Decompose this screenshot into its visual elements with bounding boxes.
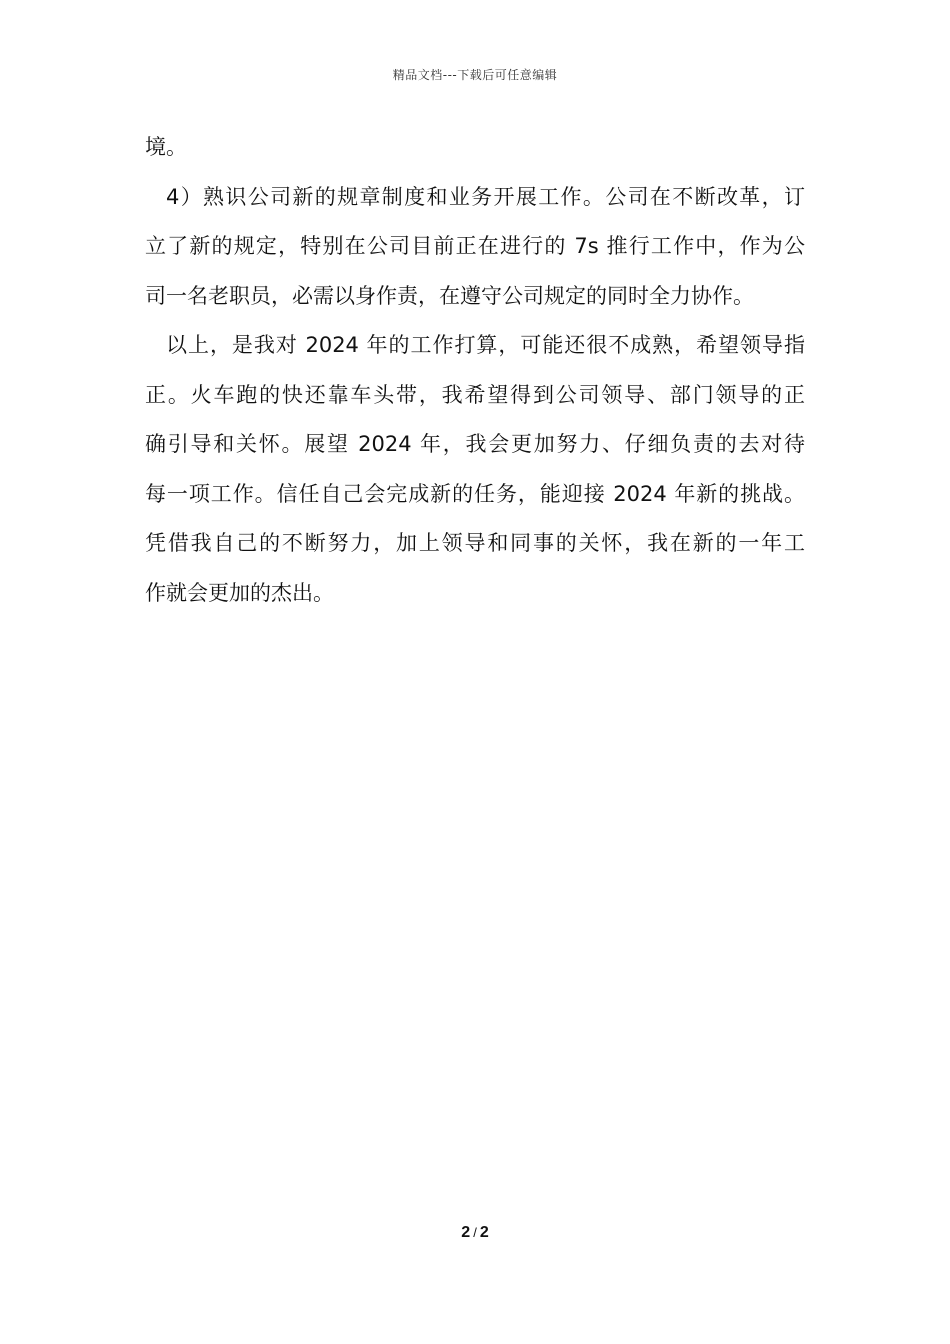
text-line: 以上，是我对 2024 年的工作打算，可能还很不成熟，希望领导指 bbox=[166, 333, 805, 357]
page-current: 2 bbox=[461, 1224, 471, 1241]
text-line: 确引导和关怀。展望 2024 年，我会更加努力、仔细负责的去对待 bbox=[145, 432, 805, 456]
page-header: 精品文档---下载后可任意编辑 bbox=[392, 68, 558, 82]
text-line: 作就会更加的杰出。 bbox=[145, 580, 334, 605]
text-line: 4）熟识公司新的规章制度和业务开展工作。公司在不断改革，订 bbox=[166, 184, 805, 209]
text-line: 司一名老职员，必需以身作责，在遵守公司规定的同时全力协作。 bbox=[145, 283, 754, 308]
text-line: 立了新的规定，特别在公司目前正在进行的 7s 推行工作中，作为公 bbox=[145, 234, 805, 258]
text-line: 境。 bbox=[145, 135, 187, 159]
page-total: 2 bbox=[479, 1224, 489, 1241]
text-line: 凭借我自己的不断努力，加上领导和同事的关怀，我在新的一年工 bbox=[145, 531, 805, 555]
page-separator: / bbox=[473, 1225, 477, 1240]
document-body bbox=[145, 128, 805, 623]
text-line: 每一项工作。信任自己会完成新的任务，能迎接 2024 年新的挑战。 bbox=[145, 481, 805, 506]
text-line: 正。火车跑的快还靠车头带，我希望得到公司领导、部门领导的正 bbox=[145, 382, 805, 407]
page-number bbox=[0, 1224, 950, 1242]
